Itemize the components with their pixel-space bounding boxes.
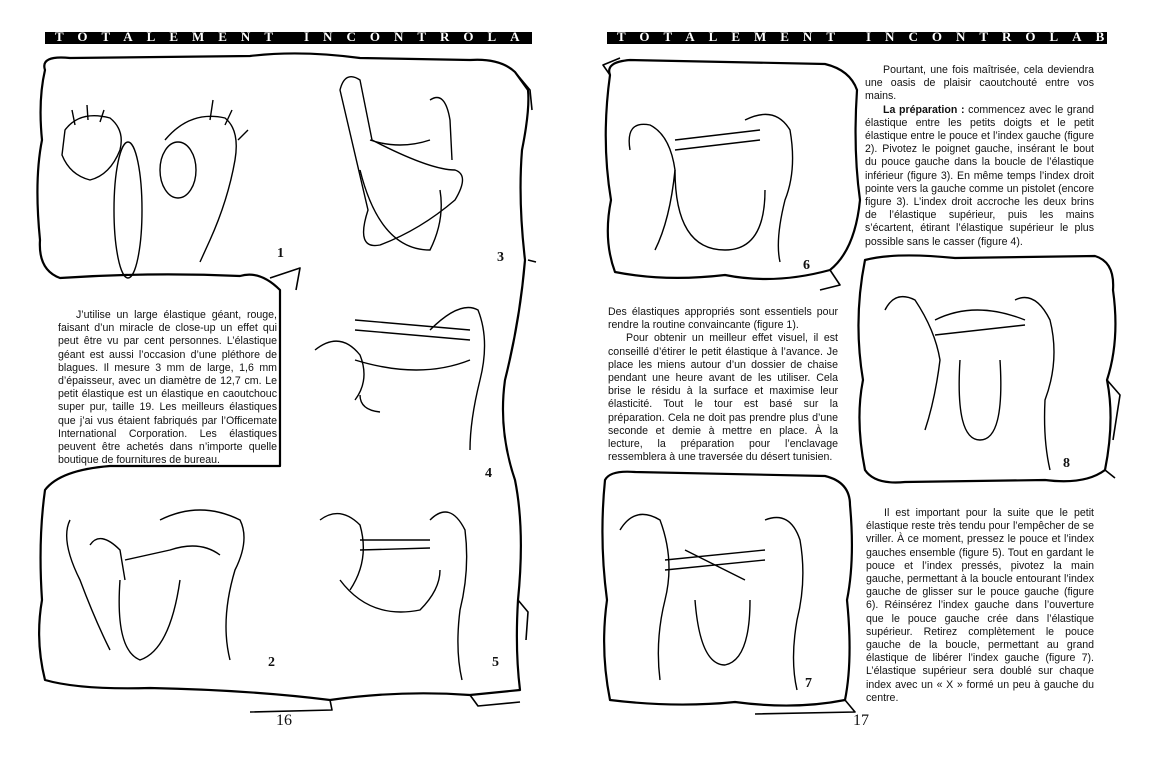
right-page	[575, 0, 1164, 767]
figure-label-4: 4	[485, 466, 492, 481]
figure-label-1: 1	[277, 246, 284, 261]
figure-label-2: 2	[268, 655, 275, 670]
right-top-text	[865, 64, 1094, 249]
page-number-left: 16	[276, 712, 292, 729]
left-running-header: TOTALEMENT INCONTRÔLABLE	[45, 32, 532, 44]
figure-label-8: 8	[1063, 456, 1070, 471]
right-top-paragraph: Pourtant, une fois maîtrisée, cela deviendra une oasis de plaisir caoutchouté entre vos mains.	[865, 64, 1094, 103]
left-paragraph: J’utilise un large élastique géant, rouge, faisant d’un miracle de close-up un effet qui peut être vu par cent personnes. L’élastique géant est aussi l’occasion d’une pléthore de blagues. Il mesure 3 mm de large, 1,6 mm d’épaisseur, avec un diamètre de 12,7 cm. Le petit élastique est un élastique en caoutchouc super pur, taille 19. Les meilleurs élastiques que j’ai vus étaient fabriqués par l’Officemate International Corporation. Les élastiques peuvent être achetés dans n’importe quelle boutique de fournitures de bureau.	[58, 309, 277, 467]
right-running-header: TOTALEMENT INCONTRÔLABLE	[607, 32, 1107, 44]
figure-label-7: 7	[805, 676, 812, 691]
preparation-paragraph	[865, 104, 1094, 249]
right-middle-paragraph-1: Des élastiques appropriés sont essentiels pour rendre la routine convaincante (figure 1).	[608, 306, 838, 332]
figure-label-6: 6	[803, 258, 810, 273]
right-middle-text	[608, 306, 838, 464]
right-middle-paragraph-2: Pour obtenir un meilleur effet visuel, il est conseillé d’étirer le petit élastique à l’avance. Je place les miens autour d’un dossier de chaise pendant une heure avant de les utiliser. Cela brise le résidu à la surface et maximise leur élasticité. Tout le tour est basé sur la préparation. Cela ne doit pas prendre plus d’une seconde et demie à mettre en place. À la lecture, la préparation pour l’enclavage ressemblera à une traversée du désert tunisien.	[608, 332, 838, 464]
page-number-right: 17	[853, 712, 869, 729]
right-bottom-paragraph: Il est important pour la suite que le petit élastique reste très tendu pour l’empêcher de se vriller. À ce moment, pressez le pouce et l’index gauches ensemble (figure 5). Tout en gardant le pouce et l’index pressés, pivotez la main gauche, permettant à la boucle entourant l’index gauche de glisser sur le pouce gauche (figure 6). Réinsérez l’index gauche dans l’ouverture que le pouce gauche crée dans l’élastique supérieur. Retirez complètement le pouce gauche de la boucle, permettant au grand élastique de libérer l’index gauche (figure 7). L’élastique supérieur sera doublé sur chaque index avec un « X » formé un peu à gauche du centre.	[866, 507, 1094, 704]
preparation-label: La préparation :	[883, 103, 965, 116]
figure-label-3: 3	[497, 250, 504, 265]
preparation-text: commencez avec le grand élastique entre les petits doigts et le petit élastique entre le pouce et l’index gauche (figure 2). Pivotez le poignet gauche, insérant le bout du pouce gauche dans la boucle de l’élastique inférieur (figure 3). En même temps l’index droit pointe vers la gauche comme un pistolet (encore figure 3). L’index droit accroche les deux brins de l’élastique supérieur, puis les mains s’écartent, étirant l’élastique supérieur le plus possible sans le casser (figure 4).	[865, 103, 1094, 248]
figure-label-5: 5	[492, 655, 499, 670]
